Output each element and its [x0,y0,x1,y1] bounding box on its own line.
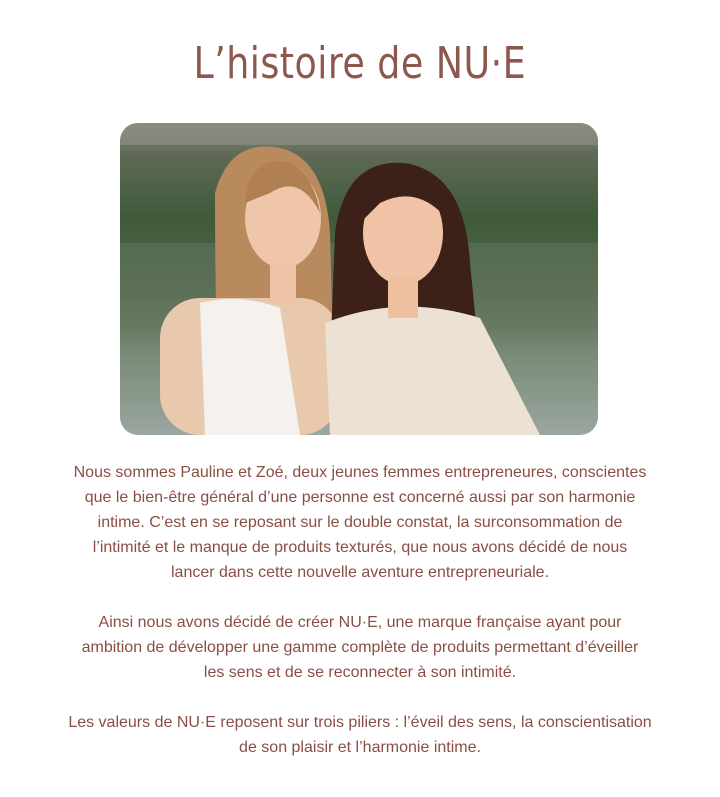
page-title [0,38,720,89]
values-paragraph [0,710,720,760]
brand-paragraph [0,610,720,685]
paragraph-line: lancer dans cette nouvelle aventure entrepreneuriale. [170,564,550,581]
intro-paragraph [0,460,720,585]
paragraph-line: Les valeurs de NU·E reposent sur trois piliers : l’éveil des sens, la conscientisation [68,714,652,731]
paragraph-line: de son plaisir et l’harmonie intime. [239,739,481,756]
paragraph-line: Ainsi nous avons décidé de créer NU·E, une marque française ayant pour [98,614,622,631]
paragraph-line: que le bien-être général d’une personne est concerné aussi par son harmonie [84,489,636,506]
founders-photo [120,123,598,435]
paragraph-line: ambition de développer une gamme complète de produits permettant d’éveiller [81,639,639,656]
founders-photo-illustration [120,123,598,435]
paragraph-line: Nous sommes Pauline et Zoé, deux jeunes femmes entrepreneures, conscientes [73,464,647,481]
paragraph-line: intime. C’est en se reposant sur le double constat, la surconsommation de [97,514,623,531]
page-title-text: L’histoire de NU·E [193,38,527,89]
paragraph-line: les sens et de se reconnecter à son intimité. [203,664,517,681]
paragraph-line: l’intimité et le manque de produits texturés, que nous avons décidé de nous [92,539,628,556]
